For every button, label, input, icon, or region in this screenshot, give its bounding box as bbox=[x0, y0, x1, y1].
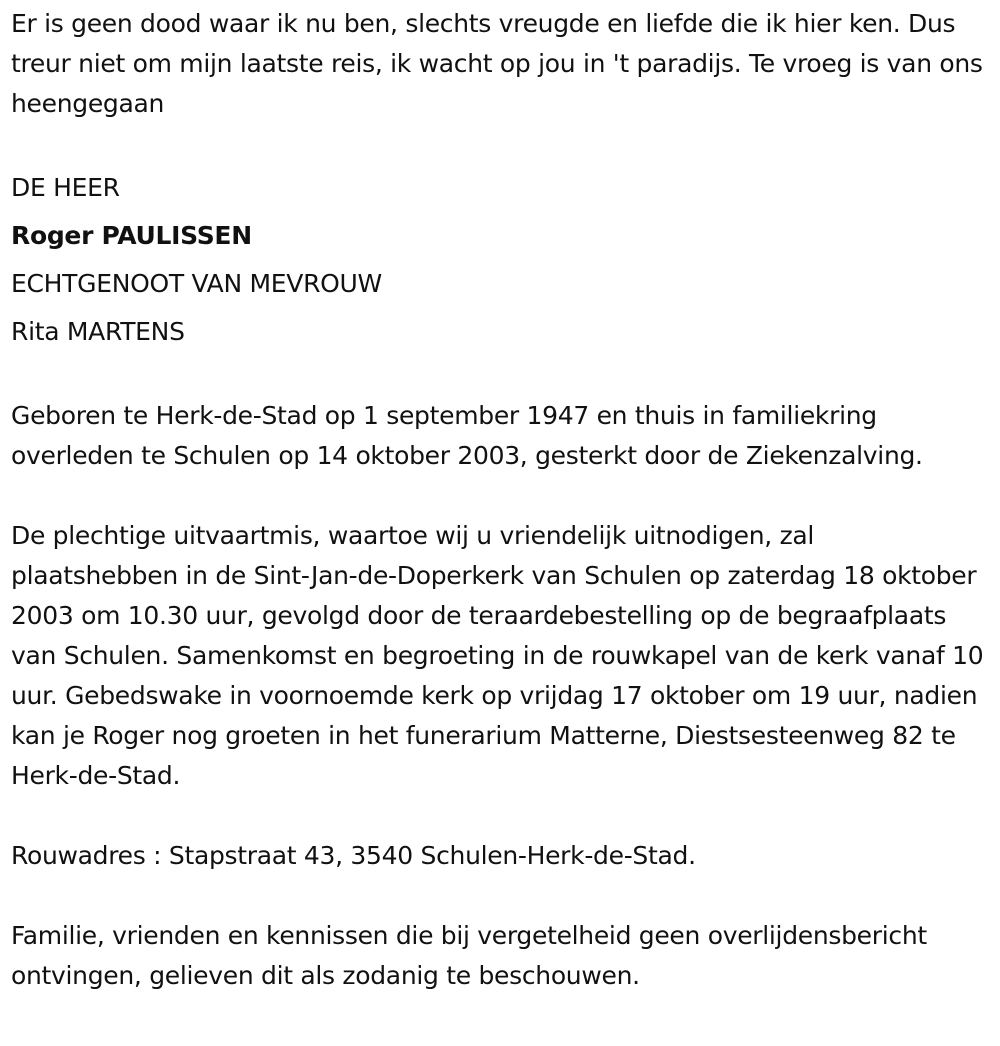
funeral-paragraph: De plechtige uitvaartmis, waartoe wij u vriendelijk uitnodigen, zal plaatshebben in de Sint-Jan-de-Doperkerk van Schulen op zaterdag 18 oktober 2003 om 10.30 uur, gevolgd door de teraardebestelling op de begraafplaats van Schulen. Samenkomst en begroeting in de rouwkapel van de kerk vanaf 10 uur. Gebedswake in voornoemde kerk op vrijdag 17 oktober om 19 uur, nadien kan je Roger nog groeten in het funerarium Matterne, Diestsesteenweg 82 te Herk-de-Stad. bbox=[11, 521, 984, 790]
title-line: DE HEER bbox=[11, 173, 120, 202]
death-notice bbox=[11, 4, 986, 996]
poem-paragraph: Er is geen dood waar ik nu ben, slechts vreugde en liefde die ik hier ken. Dus treur niet om mijn laatste reis, ik wacht op jou in 't paradijs. Te vroeg is van ons heengegaan bbox=[11, 9, 983, 118]
birth-death-paragraph: Geboren te Herk-de-Stad op 1 september 1947 en thuis in familiekring overleden te Schulen op 14 oktober 2003, gesterkt door de Ziekenzalving. bbox=[11, 401, 923, 470]
relation-line: ECHTGENOOT VAN MEVROUW bbox=[11, 269, 382, 298]
closing-paragraph: Familie, vrienden en kennissen die bij vergetelheid geen overlijdensbericht ontvingen, gelieven dit als zodanig te beschouwen. bbox=[11, 921, 927, 990]
deceased-name: Roger PAULISSEN bbox=[11, 221, 252, 250]
spouse-name: Rita MARTENS bbox=[11, 317, 185, 346]
address-paragraph: Rouwadres : Stapstraat 43, 3540 Schulen-Herk-de-Stad. bbox=[11, 841, 696, 870]
